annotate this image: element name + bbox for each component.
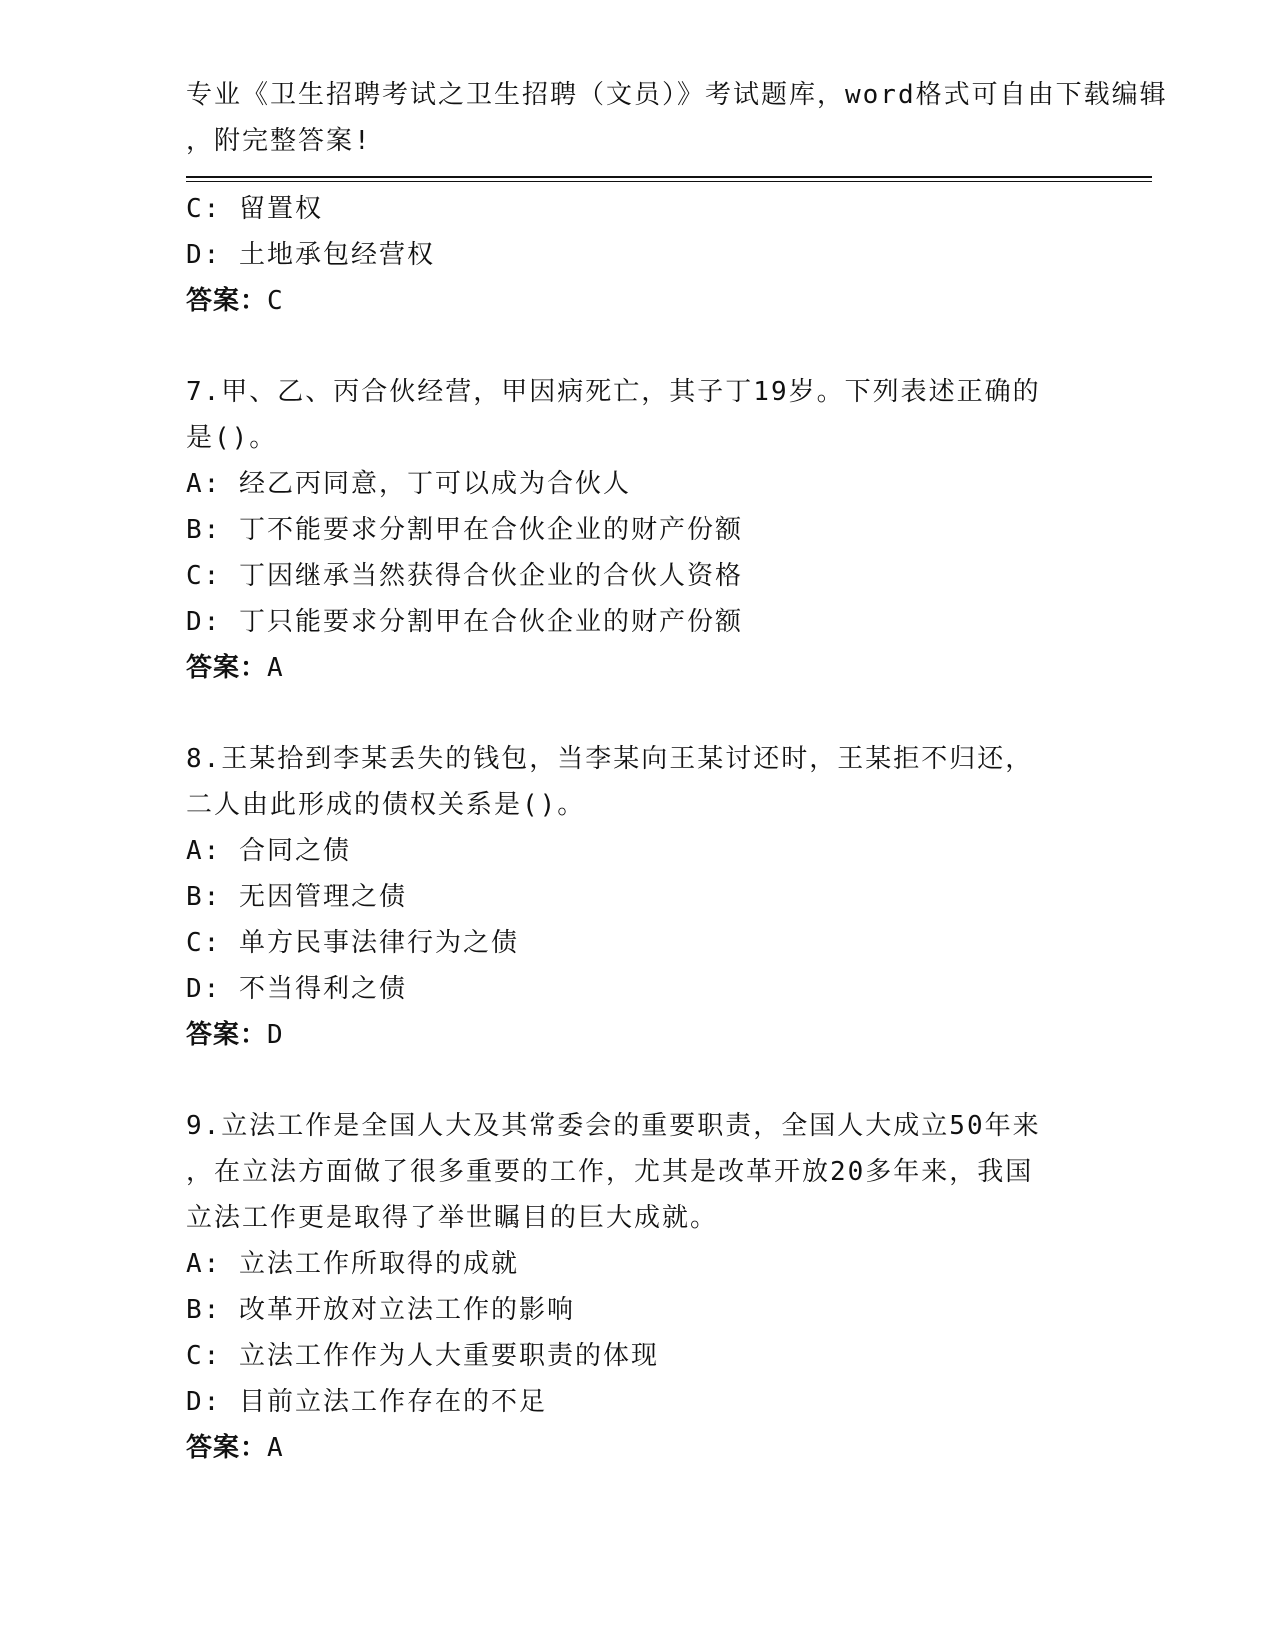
- answer-label: 答案：: [186, 653, 268, 683]
- answer-label: 答案：: [186, 286, 268, 316]
- question-stem: 二人由此形成的债权关系是()。: [186, 790, 586, 820]
- option-b: B: 丁不能要求分割甲在合伙企业的财产份额: [186, 515, 743, 545]
- question-8: [186, 736, 1086, 1058]
- header-rule-thick: [186, 176, 1152, 178]
- option-c: C: 立法工作作为人大重要职责的体现: [186, 1341, 659, 1371]
- answer-value: A: [267, 653, 284, 683]
- option-d: D: 不当得利之债: [186, 974, 407, 1004]
- answer-line: [186, 278, 1086, 324]
- answer-label: 答案：: [186, 1433, 268, 1463]
- question-9: [186, 1103, 1086, 1471]
- option-a: A: 合同之债: [186, 836, 351, 866]
- option-a: A: 立法工作所取得的成就: [186, 1249, 519, 1279]
- option-b: B: 改革开放对立法工作的影响: [186, 1295, 575, 1325]
- question-stem: 8.王某拾到李某丢失的钱包，当李某向王某讨还时，王某拒不归还，: [186, 744, 1034, 774]
- answer-value: D: [267, 1020, 284, 1050]
- header-rule-thin: [186, 181, 1152, 182]
- question-stem: 是()。: [186, 423, 278, 453]
- answer-value: A: [267, 1433, 284, 1463]
- question-stem: ，在立法方面做了很多重要的工作，尤其是改革开放20多年来，我国: [186, 1157, 1034, 1187]
- answer-label: 答案：: [186, 1020, 268, 1050]
- question-6-tail: [186, 186, 1086, 324]
- header-line-1: 专业《卫生招聘考试之卫生招聘（文员）》考试题库，word格式可自由下载编辑: [186, 80, 1168, 110]
- page-header: [186, 72, 1168, 164]
- option-d: D: 目前立法工作存在的不足: [186, 1387, 547, 1417]
- option-d: D: 丁只能要求分割甲在合伙企业的财产份额: [186, 607, 743, 637]
- answer-line: [186, 1425, 1086, 1471]
- question-7: [186, 369, 1086, 691]
- header-line-2: ，附完整答案!: [186, 126, 372, 156]
- option-c: C: 单方民事法律行为之债: [186, 928, 519, 958]
- option-d: D: 土地承包经营权: [186, 240, 435, 270]
- answer-line: [186, 645, 1086, 691]
- answer-value: C: [267, 286, 284, 316]
- question-list: [186, 186, 1086, 1471]
- question-stem: 立法工作更是取得了举世瞩目的巨大成就。: [186, 1203, 719, 1233]
- option-c: C: 丁因继承当然获得合伙企业的合伙人资格: [186, 561, 743, 591]
- answer-line: [186, 1012, 1086, 1058]
- option-c: C: 留置权: [186, 194, 323, 224]
- question-stem: 7.甲、乙、丙合伙经营，甲因病死亡，其子丁19岁。下列表述正确的: [186, 377, 1041, 407]
- option-b: B: 无因管理之债: [186, 882, 407, 912]
- option-a: A: 经乙丙同意，丁可以成为合伙人: [186, 469, 631, 499]
- question-stem: 9.立法工作是全国人大及其常委会的重要职责，全国人大成立50年来: [186, 1111, 1041, 1141]
